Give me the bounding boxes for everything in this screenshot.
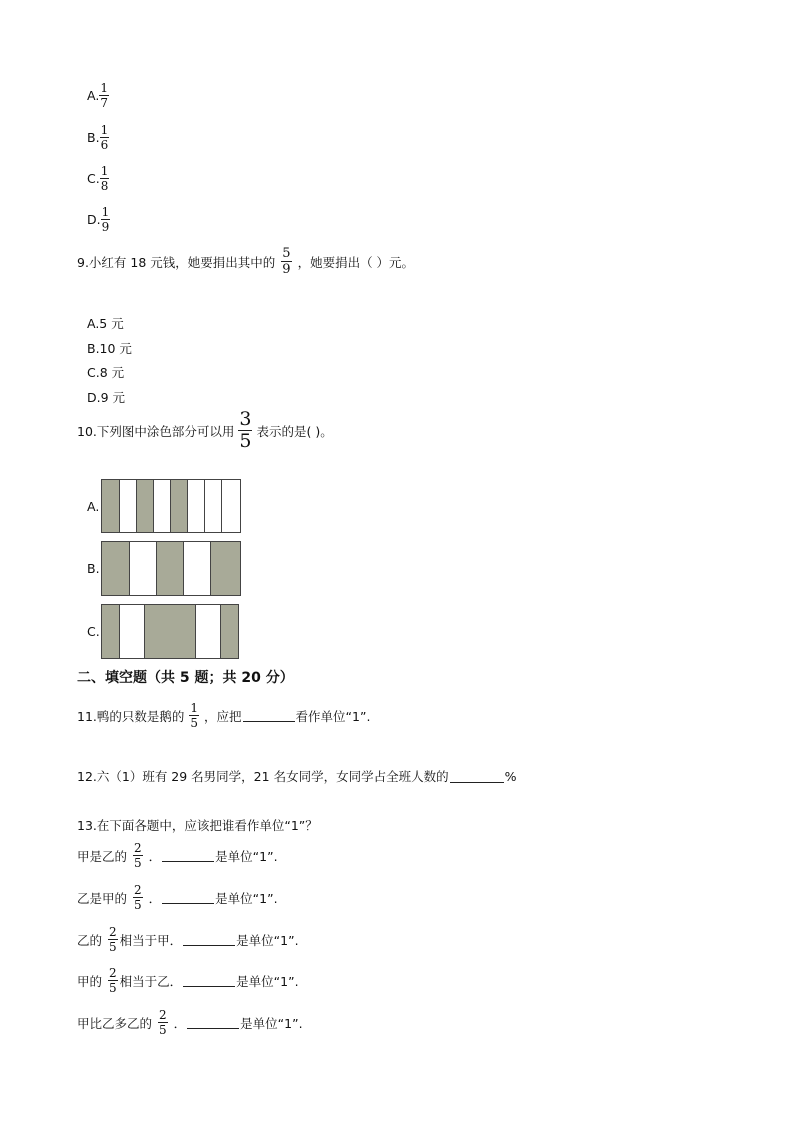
q13-item-4: 甲的 $\frac{2}{5}$ 相当于乙． 是单位“1”. <box>77 966 299 995</box>
q10-stem: 10.下列图中涂色部分可以用 $\frac{3}{5}$ 表示的是( )。 <box>77 408 333 452</box>
strip-white <box>222 480 240 532</box>
answer-blank[interactable] <box>243 709 295 722</box>
strip-white <box>120 480 137 532</box>
strip-white <box>154 480 171 532</box>
q13-title: 13.在下面各题中，应该把谁看作单位“1”？ <box>77 818 318 833</box>
fraction: $\frac{2}{5}$ <box>109 925 117 954</box>
q8-option-c[interactable] <box>87 165 109 192</box>
q10-figure-a[interactable] <box>101 479 241 533</box>
option-prefix: D. <box>87 212 101 227</box>
strip-white <box>205 480 222 532</box>
strip-shaded <box>102 542 130 595</box>
q10-option-b-label[interactable]: B. <box>87 561 100 576</box>
fraction: $\frac{2}{5}$ <box>134 841 142 870</box>
strip-shaded <box>145 605 196 658</box>
q13-item-2: 乙是甲的 $\frac{2}{5}$ ． 是单位“1”. <box>77 883 278 912</box>
q12-stem: 12.六（1）班有 29 名男同学，21 名女同学，女同学占全班人数的 % <box>77 768 517 784</box>
answer-blank[interactable] <box>450 770 504 783</box>
q8-option-b[interactable] <box>87 124 109 151</box>
strip-white <box>196 605 221 658</box>
strip-shaded <box>102 480 120 532</box>
answer-blank[interactable] <box>162 849 214 862</box>
strip-shaded <box>137 480 154 532</box>
fraction: $\frac{2}{5}$ <box>159 1008 167 1037</box>
q9-option-a[interactable]: A.5 元 <box>87 316 124 331</box>
strip-shaded <box>211 542 240 595</box>
q9-option-b[interactable]: B.10 元 <box>87 341 132 356</box>
strip-shaded <box>102 605 120 658</box>
q11-stem: 11.鸭的只数是鹅的 $\frac{1}{5}$ ，应把 看作单位“1”. <box>77 701 371 730</box>
q10-figure-b[interactable] <box>101 541 241 596</box>
fraction: $\frac{1}{7}$ <box>100 81 108 110</box>
answer-blank[interactable] <box>183 933 235 946</box>
fraction: $\frac{1}{9}$ <box>101 205 110 234</box>
option-prefix: C. <box>87 171 100 186</box>
option-prefix: B. <box>87 130 100 145</box>
fraction: $\frac{1}{5}$ <box>190 701 199 730</box>
q13-item-1: 甲是乙的 $\frac{2}{5}$ ． 是单位“1”. <box>77 841 278 870</box>
q8-option-a[interactable] <box>87 82 109 109</box>
fraction: $\frac{1}{8}$ <box>100 164 109 193</box>
fraction: $\frac{2}{5}$ <box>134 883 142 912</box>
fraction: $\frac{2}{5}$ <box>109 966 117 995</box>
fraction: $\frac{3}{5}$ <box>239 408 252 452</box>
strip-white <box>130 542 157 595</box>
fraction: $\frac{5}{9}$ <box>282 246 291 277</box>
q8-option-d[interactable] <box>87 206 110 233</box>
q9-option-c[interactable]: C.8 元 <box>87 365 125 380</box>
q10-figure-c[interactable] <box>101 604 239 659</box>
strip-shaded <box>221 605 238 658</box>
fraction: $\frac{1}{6}$ <box>100 123 109 152</box>
q10-option-c-label[interactable]: C. <box>87 624 100 639</box>
q9-option-d[interactable]: D.9 元 <box>87 390 126 405</box>
strip-white <box>120 605 145 658</box>
answer-blank[interactable] <box>162 891 214 904</box>
strip-shaded <box>171 480 188 532</box>
answer-blank[interactable] <box>183 974 235 987</box>
q13-item-5: 甲比乙多乙的 $\frac{2}{5}$ ． 是单位“1”. <box>77 1008 303 1037</box>
strip-white <box>188 480 205 532</box>
q9-stem: 9.小红有 18 元钱，她要捐出其中的 $\frac{5}{9}$ ，她要捐出（ ）元。 <box>77 246 415 277</box>
strip-shaded <box>157 542 184 595</box>
answer-blank[interactable] <box>187 1016 239 1029</box>
q10-option-a-label[interactable]: A. <box>87 499 100 514</box>
q13-item-3: 乙的 $\frac{2}{5}$ 相当于甲． 是单位“1”. <box>77 925 299 954</box>
option-prefix: A. <box>87 88 100 103</box>
strip-white <box>184 542 211 595</box>
section-heading: 二、填空题（共 5 题；共 20 分） <box>77 670 294 686</box>
